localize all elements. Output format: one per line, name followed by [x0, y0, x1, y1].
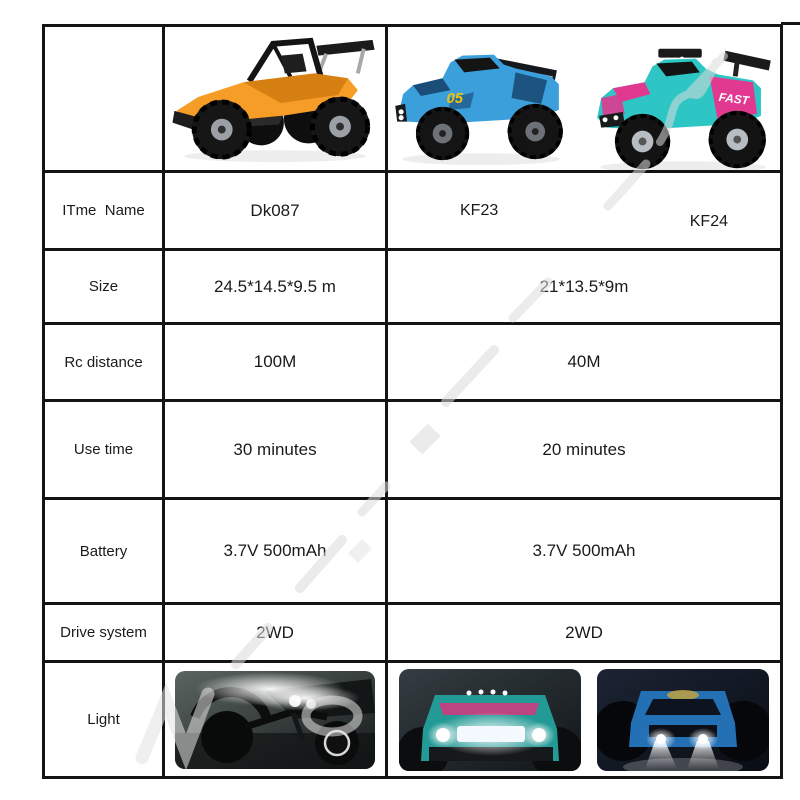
front-wheel [416, 106, 469, 159]
row-label-battery: Battery [45, 500, 165, 605]
value-dk087-use-time: 30 minutes [165, 402, 388, 500]
value-dk087-rc-distance: 100M [165, 325, 388, 402]
row-label-light: Light [45, 663, 165, 776]
rear-wheel [310, 97, 369, 156]
value-kf-rc-distance: 40M [388, 325, 780, 402]
value-kf-drive-system: 2WD [388, 605, 780, 663]
product-image-kf24 [588, 31, 778, 177]
product-image-kf23 [390, 29, 572, 169]
value-kf24-name: KF24 [689, 212, 728, 230]
value-kf23-name: KF23 [460, 201, 499, 219]
kf24-decal: FAST [717, 89, 750, 108]
product-image-dk087 [169, 30, 381, 168]
value-dk087-name: Dk087 [165, 173, 388, 251]
light-image-dk087 [175, 671, 375, 769]
value-kf-battery: 3.7V 500mAh [388, 500, 780, 605]
table-top-border-extension [781, 22, 800, 25]
light-image-kf24 [399, 669, 581, 771]
front-wheel [615, 113, 670, 168]
value-dk087-battery: 3.7V 500mAh [165, 500, 388, 605]
spec-comparison-table [42, 24, 783, 779]
rear-wheel [508, 103, 563, 158]
value-dk087-drive-system: 2WD [165, 605, 388, 663]
value-kf-names [388, 173, 780, 251]
light-image-cell-kf [388, 663, 780, 776]
row-label-rc-distance: Rc distance [45, 325, 165, 402]
rear-wheel [709, 110, 766, 167]
value-dk087-size: 24.5*14.5*9.5 m [165, 251, 388, 325]
front-wheel [192, 99, 251, 158]
light-image-kf23 [597, 669, 769, 771]
row-label-size: Size [45, 251, 165, 325]
value-kf-size: 21*13.5*9m [388, 251, 780, 325]
product-image-cell-dk087 [165, 27, 388, 173]
row-label-item-name: ITme Name [45, 173, 165, 251]
row-label-use-time: Use time [45, 402, 165, 500]
product-image-cell-kf [388, 27, 780, 173]
value-kf-use-time: 20 minutes [388, 402, 780, 500]
row-label-drive-system: Drive system [45, 605, 165, 663]
kf23-decal: 05 [446, 90, 463, 107]
light-image-cell-dk087 [165, 663, 388, 776]
corner-empty-cell [45, 27, 165, 173]
